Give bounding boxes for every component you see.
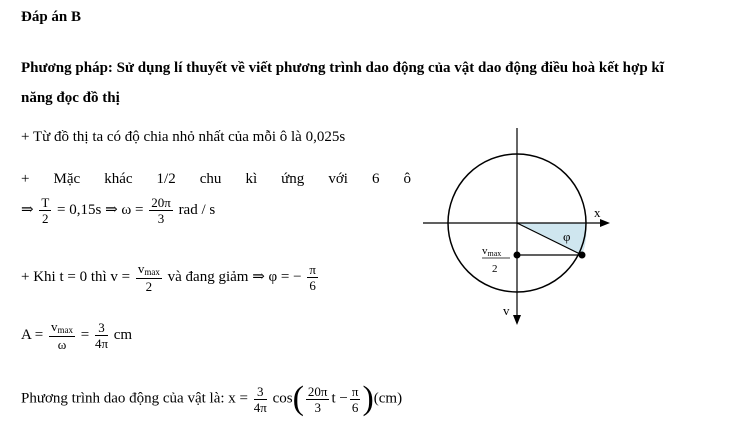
answer-heading: Đáp án B: [21, 9, 82, 25]
step2-plus: +: [21, 171, 30, 187]
equation-cos: cos: [272, 390, 293, 407]
fraction-20pi-over-3: [306, 385, 330, 414]
step2-w5: kì: [245, 171, 258, 187]
step-2: [21, 171, 411, 188]
step4-mid: và đang giảm ⇒ φ = −: [167, 268, 302, 285]
frac-den: 4π: [94, 336, 109, 351]
phi-label: φ: [563, 229, 571, 244]
frac-num: 20π: [307, 383, 328, 399]
oscillation-equation: [21, 382, 402, 416]
vmax-sub: max: [144, 267, 160, 277]
fraction-3-over-4pi: [95, 321, 108, 350]
frac-den: 6: [309, 278, 316, 293]
method-line-2: năng đọc đồ thị: [21, 90, 120, 106]
fraction-pi-over-6: [307, 263, 318, 292]
frac-den: 2: [145, 279, 153, 294]
step2-w4: chu: [199, 171, 222, 187]
frac-den: ω: [57, 337, 67, 352]
step3-eq: = 0,15s ⇒ ω =: [57, 201, 144, 218]
step2-w1: Mặc: [53, 171, 81, 187]
step2-w9: ô: [403, 171, 411, 187]
step4-prefix: + Khi t = 0 thì v =: [21, 268, 131, 285]
fraction-pi-over-6: [350, 385, 361, 414]
frac-num: [49, 320, 75, 337]
fraction-20pi-over-3: [149, 196, 173, 225]
method-line-1: Phương pháp: Sử dụng lí thuyết về viết phương trình dao động của vật dao động điều hoà kết hợp kĩ: [21, 60, 664, 76]
equation-unit: (cm): [373, 390, 403, 407]
fraction-vmax-over-2: [136, 262, 162, 293]
frac-den: 3: [314, 399, 321, 415]
right-paren: ): [362, 380, 374, 417]
amp-eq: =: [80, 326, 90, 343]
amp-unit: cm: [113, 326, 133, 343]
frac-num: [136, 262, 162, 279]
point-on-axis: [514, 252, 521, 259]
vmax-sub: max: [487, 249, 502, 258]
vmax-label: [482, 245, 501, 258]
implies-symbol: ⇒: [21, 201, 34, 218]
v-axis-label: v: [503, 303, 510, 318]
step-3-formula: [21, 196, 215, 225]
frac-num: T: [41, 195, 50, 210]
frac-num: 3: [95, 321, 108, 336]
frac-den: 6: [351, 399, 359, 415]
fraction-vmax-over-omega: [49, 320, 75, 351]
frac-den: 3: [157, 211, 165, 226]
phase-circle-diagram: [420, 125, 620, 330]
point-on-circle: [579, 252, 586, 259]
frac-num: 20π: [151, 195, 171, 210]
step-4-formula: [21, 262, 320, 293]
vmax-v: v: [50, 319, 58, 334]
step2-w8: 6: [371, 171, 380, 187]
vmax-v: v: [137, 261, 145, 276]
fraction-3-over-4pi: [254, 385, 267, 414]
vmax-denominator: 2: [492, 263, 498, 275]
vmax-v: v: [482, 245, 488, 257]
frac-num: π: [351, 383, 359, 399]
step2-w6: ứng: [281, 171, 305, 187]
equation-t: t −: [331, 390, 348, 407]
amplitude-formula: [21, 320, 132, 351]
step-1: + Từ đồ thị ta có độ chia nhỏ nhất của mỗi ô là 0,025s: [21, 129, 346, 145]
step2-w7: với: [328, 171, 348, 187]
vmax-sub: max: [57, 325, 73, 335]
v-axis-arrow: [513, 315, 521, 325]
left-paren: (: [292, 380, 304, 417]
frac-num: 3: [254, 385, 267, 400]
amp-A: A =: [21, 326, 44, 343]
fraction-T-over-2: [39, 196, 51, 225]
step3-unit: rad / s: [178, 201, 216, 218]
frac-den: 2: [42, 211, 49, 226]
x-axis-label: x: [594, 205, 601, 220]
x-axis-arrow: [600, 219, 610, 227]
frac-num: π: [309, 262, 316, 277]
frac-den: 4π: [253, 399, 267, 415]
equation-label: Phương trình dao động của vật là: x =: [21, 390, 248, 407]
step2-w3: 1/2: [156, 171, 176, 187]
step2-w2: khác: [104, 171, 133, 187]
